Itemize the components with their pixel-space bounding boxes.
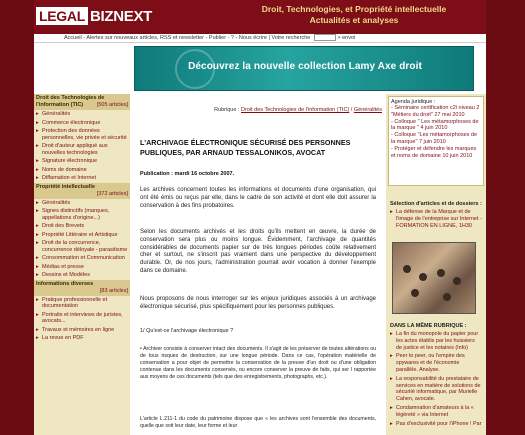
right-sidebar [386,94,486,435]
sidebar-section-title[interactable] [34,94,130,110]
sidebar-section-pi [34,183,130,280]
nav-alerts-link[interactable]: - Alertes sur nouveaux articles, RSS et newsletter [83,35,205,41]
search-label: Votre recherche [271,35,311,41]
breadcrumb-label: Rubrique : [214,107,240,113]
article-paragraph: • Archiver consiste à conserver intact des documents. Il s'agit de les préserver de toutes altérations ou de tous risques de destruction, sur une longue période. Dans ce cas, l'opération matérielle de conservation a pour objet de permettre la conservation de la preuve d'un droit ou d'une obligation contenue dans les documents conservés, ou encore conserver la preuve de faits, qui ser l rapportée aux moyens de ces documents (tels que des enregistrements, photographs, etc.). [140,346,376,380]
same-section-link[interactable]: ▸ La fin du monopole du papier pour les actes établis par les huissiers de justice et les notaires (Info) [388,330,484,352]
agenda-box [388,96,484,186]
tagline-line-1: Droit, Technologies, et Propriété intellectuelle [261,4,447,14]
breadcrumb-link-generalites[interactable]: Généralités [353,107,382,113]
same-section-link[interactable]: ▸ Peer to peer, ou l'empire des spywares et de l'économie parallèle. Analyse. [388,352,484,374]
promo-banner[interactable] [134,46,474,91]
sidebar-link[interactable]: ▸ Généralités [34,199,130,208]
same-section-link[interactable]: ▸ Pas d'exclusivité pour l'iPhone ! Par [388,420,484,429]
sidebar-section-title[interactable] [34,280,130,296]
top-navbar [34,34,486,43]
sidebar-link[interactable]: ▸ Signature électronique [34,157,130,166]
logo-biznext: BIZNEXT [89,7,153,25]
selection-title: Sélection d'articles et de dossiers : [390,201,482,207]
tagline-line-2: Actualités et analyses [309,15,399,25]
sidebar-link[interactable]: ▸ Diffamation et Internet [34,174,130,183]
article-paragraph: Les archives concernent toutes les informations et documents d'une organisation, qui ont été émis ou reçus par elle, dans le cadre de son activité et dont elle doit assurer la conservation à des fins probatoires. [140,187,376,209]
nav-publish-link[interactable]: - Publier - [205,35,230,41]
site-logo[interactable] [36,5,152,27]
sidebar-link[interactable]: ▸ Consommation et Communication [34,254,130,263]
sidebar-link[interactable]: ▸ Propriété Littéraire et Artistique [34,231,130,240]
section-count: [83 articles] [99,287,128,294]
banner-text: Découvrez la nouvelle collection Lamy Axe droit [188,61,422,72]
left-sidebar [34,94,130,435]
photo-figure [403,265,411,273]
agenda-item[interactable]: - Séminaire certification c2i niveau 2 "Métiers du droit" 27 mai 2010 [391,105,480,118]
same-section-link[interactable]: ▸ Condamnation d'amateurs à la « légèreté » via Internet [388,404,484,420]
article-column [134,94,384,435]
sidebar-section-title[interactable] [34,183,130,199]
photo-figure [443,293,451,301]
agenda-item[interactable]: - Colloque " Les métamorphoses de la marque " 4 juin 2010 [391,118,479,132]
search-input[interactable] [314,34,336,41]
sidebar-section-info [34,280,130,343]
sidebar-link[interactable]: ▸ Généralités [34,110,130,119]
article-paragraph: L'article L.211-1 du code du patrimoine dispose que « les archives sont l'ensemble des documents, quelle que soit leur date, leur forme et leur [140,416,376,429]
site-tagline [224,4,484,26]
sidebar-link[interactable]: ▸ Travaux et mémoires en ligne [34,326,130,335]
article-paragraph: Selon les documents archivés et les droits qu'ils mettent en œuvre, la durée de conservation sera plus ou moins longue. Évidemment, l'archivage de quantités considérables de documents papier sur de très longues périodes coûte relativement cher et surtout, ne s'inscrit pas vraiment dans une perspective du développement durable. Or, de nos jours, l'administration pourrait avoir vocation à donner l'exemple dans ce domaine. [140,229,376,274]
photo-figure [411,289,419,297]
section-title-text: Droit des Technologies de l'information (TIC) [36,95,105,108]
breadcrumb-separator: / [349,107,354,113]
search-submit-button[interactable]: > envoi [337,35,356,41]
article-subheading: 1/ Qu'est-ce l'archivage électronique ? [140,328,234,334]
nav-home-link[interactable]: Accueil [64,35,82,41]
nav-help-link[interactable]: ? [230,35,234,41]
selection-link[interactable]: ▸ La défense de la Marque et de l'image de l'entreprise sur Internet - FORMATION EN LIGNE, 1H30 [388,208,484,230]
sidebar-link[interactable]: ▸ Droit de la concurrence, concurrence déloyale - parasitisme [34,239,130,254]
site-header [34,0,486,34]
sidebar-section-tic [34,94,130,183]
sidebar-link[interactable]: ▸ Signes distinctifs (marques, appellations d'origine...) [34,207,130,222]
breadcrumb-link-tic[interactable]: Droit des Technologies de l'information (TIC) [241,107,350,113]
sidebar-link[interactable]: ▸ Portraits et interviews de juristes, avocats... [34,311,130,326]
sidebar-link[interactable]: ▸ La revue en PDF [34,334,130,343]
photo-figure [437,269,445,277]
nav-write-link[interactable]: - Nous écrire | [235,35,270,41]
sidebar-link[interactable]: ▸ Dessins et Modèles [34,271,130,280]
breadcrumb [148,107,382,113]
sidebar-link[interactable]: ▸ Commerce électronique [34,119,130,128]
selection-box [388,200,484,230]
training-photo[interactable] [392,242,476,314]
section-title-text: Propriété intellectuelle [36,183,95,190]
same-section-box [388,322,484,428]
sidebar-link[interactable]: ▸ Médias et presse [34,263,130,272]
same-section-title: DANS LA MÊME RUBRIQUE : [390,323,467,329]
sidebar-link[interactable]: ▸ Pratique professionnelle et documentation [34,296,130,311]
page [34,0,486,435]
sidebar-link[interactable]: ▸ Protection des données personnelles, vie privée et sécurité [34,127,130,142]
article-title: L'ARCHIVAGE ÉLECTRONIQUE SÉCURISÉ DES PERSONNES PUBLIQUES, PAR ARNAUD TESSALONIKOS, AVOCAT [140,138,351,157]
article-paragraph: Nous proposons de nous interroger sur les enjeux juridiques associés à un archivage électronique sécurisé, plus spécifiquement pour les personnes publiques. [140,296,376,310]
photo-figure [419,273,427,281]
logo-legal: LEGAL [36,7,88,25]
same-section-link[interactable]: ▸ La responsabilité du prestataire de services en matière de solutions de sécurité informatique, par Murielle Cahen, avocate. [388,375,484,404]
article-date: Publication : mardi 16 octobre 2007. [140,171,235,177]
agenda-title: Agenda juridique : [391,99,436,105]
section-title-text: Informations diverses [36,280,94,287]
agenda-item[interactable]: - Protéger et défendre les marques et noms de domaine 10 juin 2010 [391,145,477,159]
section-count: [505 articles] [96,102,128,108]
section-count: [372 articles] [96,190,128,197]
sidebar-link[interactable]: ▸ Droit des Brevets [34,222,130,231]
photo-figure [453,277,461,285]
sidebar-link[interactable]: ▸ Noms de domaine [34,166,130,175]
sidebar-link[interactable]: ▸ Droit d'auteur appliqué aux nouvelles technologies [34,142,130,157]
agenda-item[interactable]: - Colloque "Les métamorphoses de la marque" 7 juin 2010 [391,132,478,145]
